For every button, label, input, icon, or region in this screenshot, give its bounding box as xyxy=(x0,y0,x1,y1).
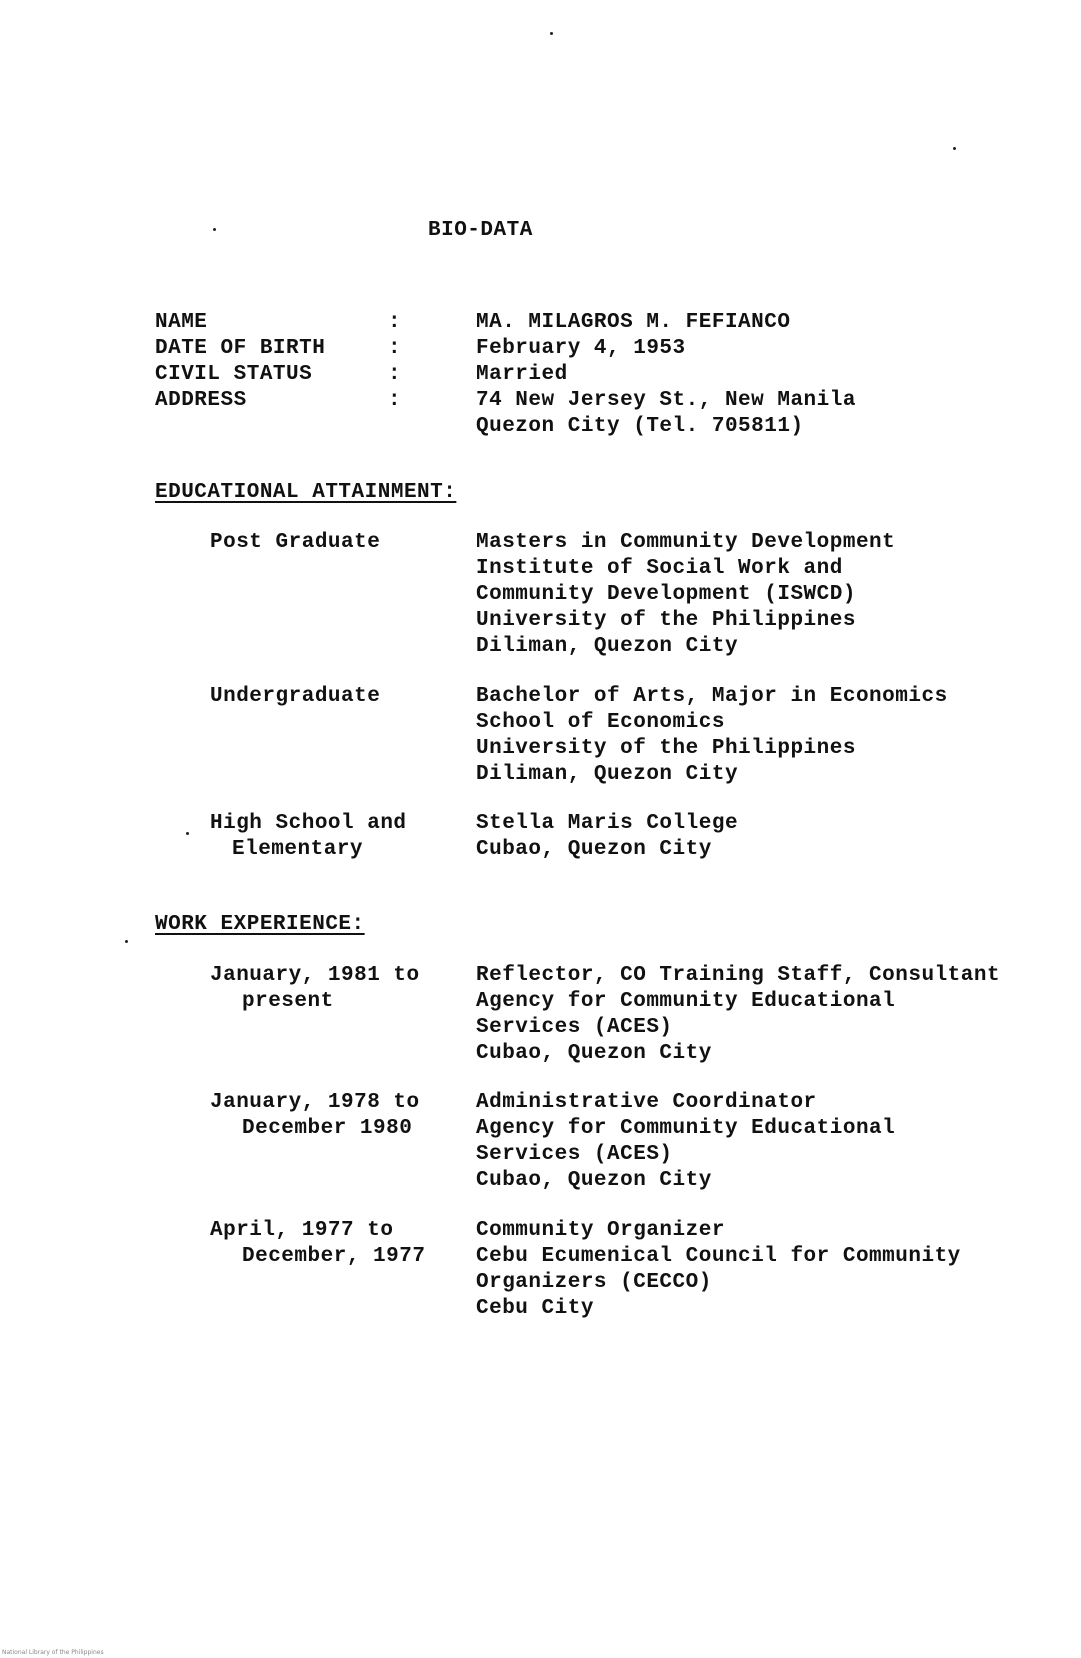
work-detail: Reflector, CO Training Staff, Consultant xyxy=(476,964,1001,987)
work-detail: Cebu Ecumenical Council for Community xyxy=(476,1245,961,1268)
work-period: present xyxy=(242,990,334,1013)
education-level: Elementary xyxy=(232,838,364,861)
work-heading: WORK EXPERIENCE: xyxy=(155,913,365,936)
work-detail: Services (ACES) xyxy=(476,1016,673,1039)
education-detail: Cubao, Quezon City xyxy=(476,838,712,861)
work-period: December, 1977 xyxy=(242,1245,426,1268)
scan-speck xyxy=(213,228,216,231)
address-line-2: Quezon City (Tel. 705811) xyxy=(476,415,804,438)
education-level: Post Graduate xyxy=(210,531,381,554)
page-title: BIO-DATA xyxy=(428,219,533,242)
scan-speck xyxy=(186,832,189,835)
education-detail: Masters in Community Development xyxy=(476,531,896,554)
civil-status-colon: : xyxy=(388,363,402,386)
scan-speck xyxy=(953,147,956,150)
work-period: January, 1978 to xyxy=(210,1091,420,1114)
work-detail: Cubao, Quezon City xyxy=(476,1042,712,1065)
education-detail: Diliman, Quezon City xyxy=(476,763,739,786)
work-detail: Agency for Community Educational xyxy=(476,1117,896,1140)
education-detail: Stella Maris College xyxy=(476,812,739,835)
civil-status-value: Married xyxy=(476,363,568,386)
scan-speck xyxy=(125,940,128,943)
name-label: NAME xyxy=(155,311,208,334)
education-detail: Diliman, Quezon City xyxy=(476,635,739,658)
work-period: December 1980 xyxy=(242,1117,413,1140)
name-value: MA. MILAGROS M. FEFIANCO xyxy=(476,311,791,334)
birth-label: DATE OF BIRTH xyxy=(155,337,326,360)
work-period: April, 1977 to xyxy=(210,1219,394,1242)
education-detail: Bachelor of Arts, Major in Economics xyxy=(476,685,948,708)
address-label: ADDRESS xyxy=(155,389,247,412)
education-detail: University of the Philippines xyxy=(476,737,856,760)
footer-text: National Library of the Philippines xyxy=(2,1649,104,1656)
education-detail: Institute of Social Work and xyxy=(476,557,843,580)
address-colon: : xyxy=(388,389,402,412)
address-line-1: 74 New Jersey St., New Manila xyxy=(476,389,856,412)
work-detail: Services (ACES) xyxy=(476,1143,673,1166)
work-detail: Administrative Coordinator xyxy=(476,1091,817,1114)
education-level: Undergraduate xyxy=(210,685,381,708)
education-detail: University of the Philippines xyxy=(476,609,856,632)
education-level: High School and xyxy=(210,812,407,835)
name-colon: : xyxy=(388,311,402,334)
work-detail: Agency for Community Educational xyxy=(476,990,896,1013)
civil-status-label: CIVIL STATUS xyxy=(155,363,313,386)
work-detail: Community Organizer xyxy=(476,1219,725,1242)
education-heading: EDUCATIONAL ATTAINMENT: xyxy=(155,481,457,504)
birth-colon: : xyxy=(388,337,402,360)
work-detail: Cebu City xyxy=(476,1297,594,1320)
scan-speck xyxy=(550,32,553,35)
education-detail: Community Development (ISWCD) xyxy=(476,583,856,606)
work-detail: Organizers (CECCO) xyxy=(476,1271,712,1294)
work-period: January, 1981 to xyxy=(210,964,420,987)
education-detail: School of Economics xyxy=(476,711,725,734)
birth-value: February 4, 1953 xyxy=(476,337,686,360)
work-detail: Cubao, Quezon City xyxy=(476,1169,712,1192)
